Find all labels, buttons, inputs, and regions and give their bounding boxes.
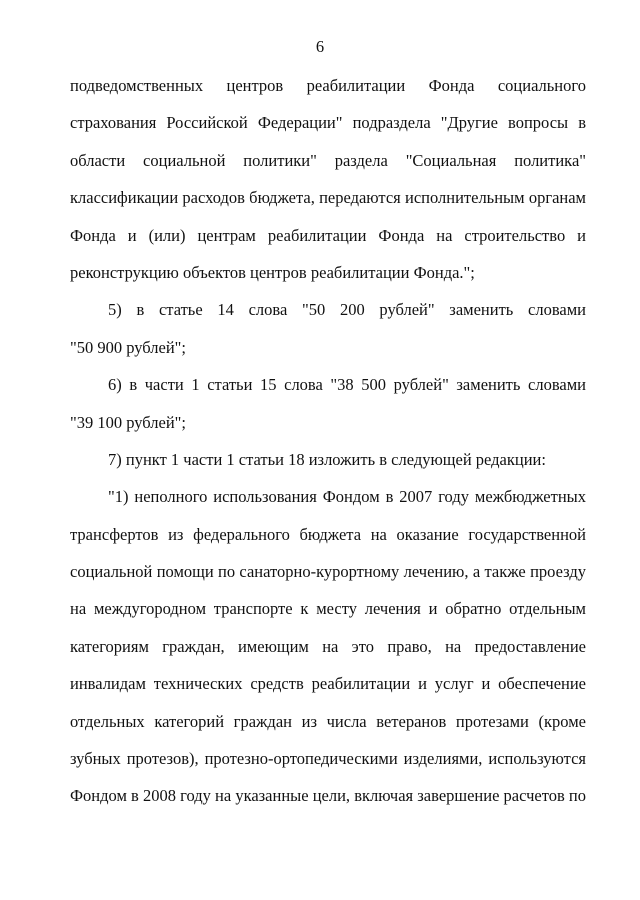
text-line: инвалидам технических средств реабилитации и услуг и обеспечение: [70, 674, 586, 694]
text-line: 5) в статье 14 слова "50 200 рублей" заменить словами: [108, 300, 586, 320]
text-line: отдельных категорий граждан из числа ветеранов протезами (кроме: [70, 711, 586, 731]
text-line: "1) неполного использования Фондом в 2007 году межбюджетных: [108, 487, 586, 507]
text-line: "39 100 рублей";: [70, 412, 186, 432]
text-line: социальной помощи по санаторно-курортному лечению, а также проезду: [70, 562, 586, 582]
text-line: 6) в части 1 статьи 15 слова "38 500 рублей" заменить словами: [108, 375, 586, 395]
body-text: [70, 67, 586, 815]
text-line: 7) пункт 1 части 1 статьи 18 изложить в следующей редакции:: [108, 449, 546, 469]
text-line: страхования Российской Федерации" подраздела "Другие вопросы в: [70, 113, 586, 133]
page-number: 6: [315, 37, 325, 56]
text-line: зубных протезов), протезно-ортопедическими изделиями, используются: [70, 749, 586, 769]
text-line: на междугородном транспорте к месту лечения и обратно отдельным: [70, 599, 586, 619]
text-line: реконструкцию объектов центров реабилитации Фонда.";: [70, 262, 475, 282]
text-line: классификации расходов бюджета, передаются исполнительным органам: [70, 188, 586, 208]
text-line: "50 900 рублей";: [70, 337, 186, 357]
text-line: Фонда и (или) центрам реабилитации Фонда на строительство и: [70, 225, 586, 245]
text-line: категориям граждан, имеющим на это право, на предоставление: [70, 636, 586, 656]
text-line: подведомственных центров реабилитации Фонда социального: [70, 76, 586, 95]
text-line: Фондом в 2008 году на указанные цели, включая завершение расчетов по: [70, 786, 586, 806]
text-line: области социальной политики" раздела "Социальная политика": [70, 150, 586, 170]
text-line: трансфертов из федерального бюджета на оказание государственной: [70, 524, 586, 544]
